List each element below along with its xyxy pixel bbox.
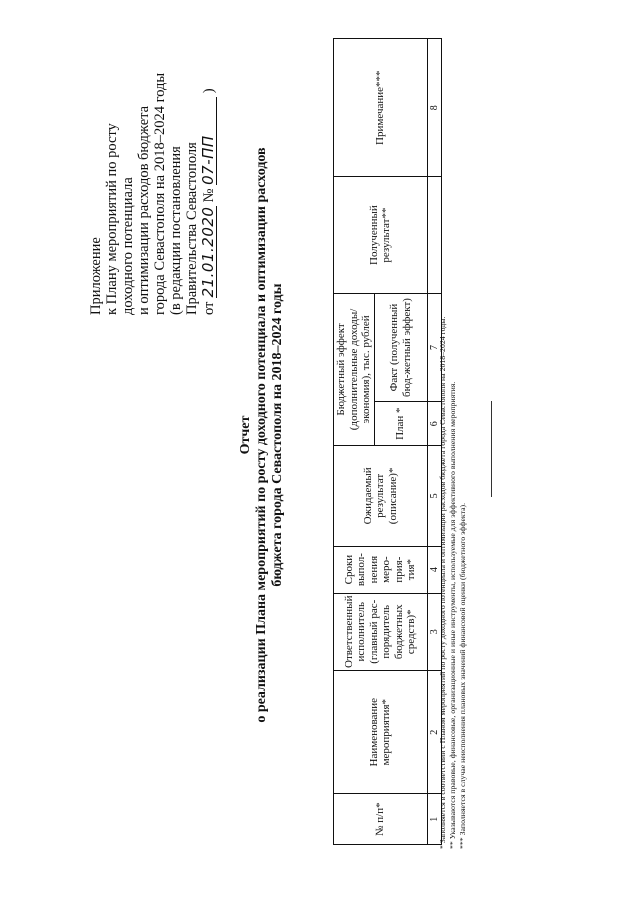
column-number: 8: [427, 39, 441, 177]
header-cell-deadline: Сроки выпол-нения меро-прия-тия*: [334, 546, 428, 593]
column-number: 4: [427, 546, 441, 593]
from-prefix: от: [201, 301, 217, 315]
handwritten-date: 21.01.2020: [199, 206, 217, 298]
header-cell-executor: Ответственный исполнитель (главный рас-порядитель бюджетных средств)*: [334, 593, 428, 670]
header-cell-number: № п/п*: [334, 794, 428, 845]
footnotes: [438, 29, 468, 849]
number-prefix: №: [201, 188, 217, 203]
footnote: ** Указываются правовые, финансовые, организационные и иные инструменты, используемые для эффективного выполнения мероприятия.: [448, 381, 457, 849]
header-cell-plan: План *: [374, 402, 427, 446]
appendix-line: (в редакции постановления: [168, 146, 184, 315]
column-number: 1: [427, 794, 441, 845]
header-cell-note: Примечание***: [334, 39, 428, 177]
appendix-date-line: [200, 15, 217, 315]
header-cell-obtained-result: Полученный результат**: [334, 177, 428, 293]
appendix-line: Приложение: [88, 237, 104, 315]
column-number: 3: [427, 593, 441, 670]
appendix-line: к Плану мероприятий по росту: [104, 123, 120, 315]
separator-line: [491, 401, 492, 497]
handwritten-number: 07-ПП: [200, 97, 217, 185]
column-number: 6: [427, 402, 441, 446]
header-cell-budget-effect: Бюджетный эффект (дополнительные доходы/ экономия), тыс. рублей: [334, 293, 375, 445]
appendix-line: Правительства Севастополя: [184, 142, 200, 315]
column-number: 5: [427, 446, 441, 547]
appendix-line: города Севастополя на 2018–2024 годы: [152, 72, 168, 315]
title-line: о реализации Плана мероприятий по росту доходного потенциала и оптимизации расходов: [254, 147, 269, 723]
report-table: [333, 38, 442, 845]
footnote: * Заполняется в соответствии с Планом мероприятий по росту доходного потенциала и оптимизации расходов бюджета города Севастополя на 2018–2024 годы.: [438, 316, 447, 849]
header-cell-expected-result: Ожидаемый результат (описание)*: [334, 446, 428, 547]
appendix-block: [88, 15, 217, 315]
title-line: Отчет: [238, 415, 253, 455]
column-number: 2: [427, 671, 441, 794]
appendix-line: доходного потенциала: [120, 177, 136, 315]
header-row: [334, 39, 375, 845]
header-cell-fact: Факт (полученный бюд-жетный эффект): [374, 293, 427, 402]
report-title: [238, 45, 286, 825]
title-line: бюджета города Севастополя на 2018–2024 годы: [270, 283, 285, 587]
header-cell-name: Наименование мероприятия*: [334, 671, 428, 794]
appendix-line: и оптимизации расходов бюджета: [136, 105, 152, 315]
close-paren: ): [201, 88, 217, 94]
column-number: 7: [427, 293, 441, 402]
footnote: *** Заполняется в случае неисполнения плановых значений финансовой оценки (бюджетного эффекта).: [458, 502, 467, 849]
